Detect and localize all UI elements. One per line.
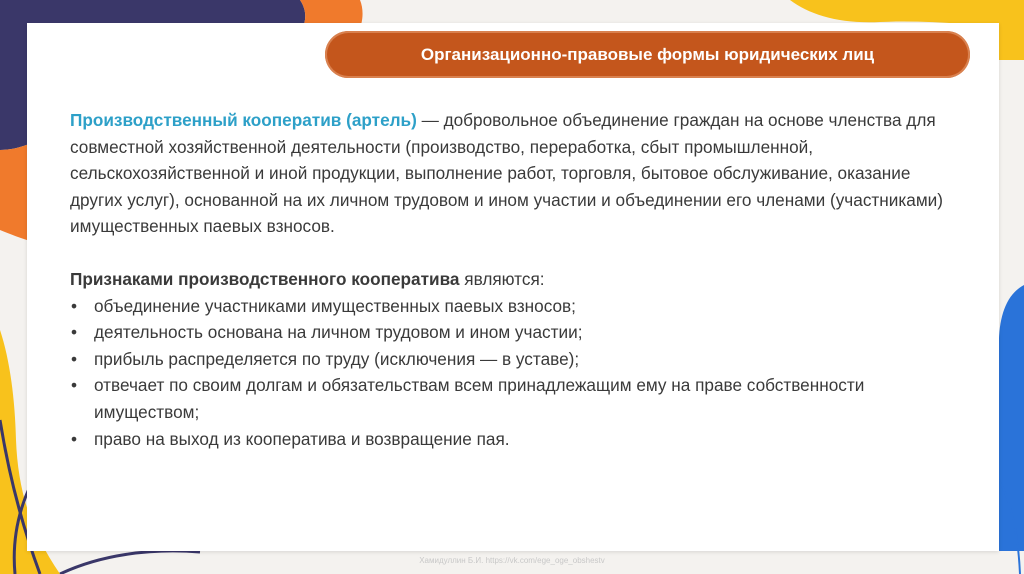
list-item-text: отвечает по своим долгам и обязательствам всем принадлежащим ему на праве собственности имуществом; <box>94 375 865 422</box>
list-item <box>70 426 950 453</box>
list-item-text: объединение участниками имущественных паевых взносов; <box>94 295 576 316</box>
slide-content <box>70 107 950 452</box>
definition-paragraph <box>70 107 950 240</box>
slide-title: Организационно-правовые формы юридических лиц <box>325 31 970 78</box>
bullet-icon: • <box>71 348 78 369</box>
list-item-text: деятельность основана на личном трудовом и ином участии; <box>94 322 583 343</box>
yellow-strip-right <box>999 18 1024 60</box>
bullet-icon: • <box>71 295 78 316</box>
list-item-text: прибыль распределяется по труду (исключения — в уставе); <box>94 348 580 369</box>
footer-credit: Хамидуллин Б.И. https://vk.com/ege_oge_obshestv <box>419 556 605 565</box>
bullet-icon: • <box>71 375 78 396</box>
list-item <box>70 372 950 425</box>
features-list <box>70 293 950 453</box>
list-item <box>70 319 950 346</box>
list-item <box>70 346 950 373</box>
list-item-text: право на выход из кооператива и возвращение пая. <box>94 428 510 449</box>
features-heading-bold: Признаками производственного кооператива <box>70 268 460 289</box>
definition-text: — добровольное объединение граждан на основе членства для совместной хозяйственной деятельности (производство, переработка, сбыт промышленной, сельскохозяйственной и иной продукции, выполнение работ, торговля, бытовое обслуживание, оказание других услуг), основанной на их личном трудовом и ином участии и объединении его членами (участниками) имущественных паевых взносов. <box>70 110 943 237</box>
definition-term: Производственный кооператив (артель) <box>70 110 417 130</box>
spacer <box>70 240 950 266</box>
features-heading <box>70 266 950 293</box>
list-item <box>70 293 950 320</box>
bullet-icon: • <box>71 322 78 343</box>
features-heading-rest: являются: <box>459 268 545 289</box>
bullet-icon: • <box>71 428 78 449</box>
